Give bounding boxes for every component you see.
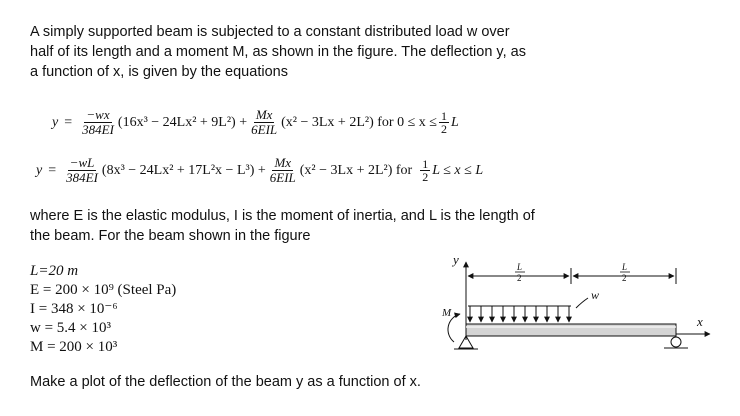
eq2-equals: = bbox=[48, 162, 57, 178]
eq2-frac1-denominator: 384EI bbox=[66, 170, 98, 185]
eq1-frac2-numerator: Mx bbox=[255, 107, 273, 122]
dim-left-numerator: L bbox=[517, 262, 523, 272]
eq2-fraction-moment bbox=[268, 156, 298, 185]
eq1-half-numerator: 1 bbox=[440, 109, 447, 123]
beam-diagram bbox=[430, 250, 720, 360]
eq1-frac1-numerator: −wx bbox=[86, 107, 110, 122]
eq2-fraction-load bbox=[64, 156, 100, 185]
dim-right-numerator: L bbox=[622, 262, 628, 272]
eq1-half-denominator: 2 bbox=[440, 122, 447, 136]
y-axis-label: y bbox=[453, 252, 459, 267]
eq1-equals: = bbox=[64, 114, 73, 130]
dim-right-denominator: 2 bbox=[622, 273, 627, 283]
eq1-polynomial-moment: (x² − 3Lx + 2L²) for 0 ≤ x ≤ bbox=[281, 114, 437, 130]
param-length: L=20 m bbox=[30, 263, 79, 279]
eq2-half-denominator: 2 bbox=[422, 170, 429, 184]
param-moment-of-inertia: I = 348 × 10⁻⁶ bbox=[30, 301, 118, 317]
param-moment: M = 200 × 10³ bbox=[30, 339, 118, 355]
load-leader bbox=[576, 298, 588, 308]
eq1-tail: L bbox=[450, 114, 459, 130]
beam bbox=[466, 324, 676, 336]
load-label: w bbox=[591, 288, 600, 302]
eq2-half-numerator: 1 bbox=[422, 157, 429, 171]
eq1-fraction-moment bbox=[249, 108, 279, 137]
problem-description: where E is the elastic modulus, I is the moment of inertia, and L is the length of the beam. For the beam shown in the figure bbox=[30, 208, 535, 244]
eq2-frac1-numerator: −wL bbox=[69, 155, 95, 170]
param-distributed-load: w = 5.4 × 10³ bbox=[30, 320, 111, 336]
eq2-lhs: y bbox=[36, 162, 43, 178]
x-axis-label: x bbox=[697, 314, 703, 329]
eq2-polynomial-load: (8x³ − 24Lx² + 17L²x − L³) + bbox=[101, 162, 266, 178]
eq2-polynomial-moment: (x² − 3Lx + 2L²) for bbox=[299, 162, 413, 178]
eq1-frac1-denominator: 384EI bbox=[82, 122, 114, 137]
eq1-lhs: y bbox=[52, 114, 59, 130]
distributed-load-arrows bbox=[470, 306, 569, 322]
param-elastic-modulus: E = 200 × 10⁹ (Steel Pa) bbox=[30, 282, 177, 298]
eq1-half-fraction bbox=[439, 110, 449, 135]
eq2-frac2-denominator: 6EIL bbox=[269, 170, 296, 185]
eq2-half-fraction bbox=[420, 158, 430, 183]
eq2-frac2-numerator: Mx bbox=[274, 155, 292, 170]
deflection-equation-first-half bbox=[52, 108, 459, 137]
deflection-equation-second-half bbox=[36, 156, 483, 185]
eq1-polynomial-load: (16x³ − 24Lx² + 9L²) + bbox=[117, 114, 248, 130]
eq1-frac2-denominator: 6EIL bbox=[251, 122, 278, 137]
dim-left-denominator: 2 bbox=[517, 273, 522, 283]
task-statement: Make a plot of the deflection of the beam y as a function of x. bbox=[30, 374, 421, 390]
problem-intro: A simply supported beam is subjected to a constant distributed load w over half of its length and a moment M, as shown in the figure. The deflection y, as a function of x, is given by the equations bbox=[30, 24, 526, 80]
parameter-list bbox=[30, 262, 176, 357]
eq1-fraction-load bbox=[80, 108, 116, 137]
moment-label: M bbox=[442, 307, 452, 319]
right-roller-support bbox=[671, 337, 681, 347]
eq2-tail: L ≤ x ≤ L bbox=[432, 162, 484, 178]
